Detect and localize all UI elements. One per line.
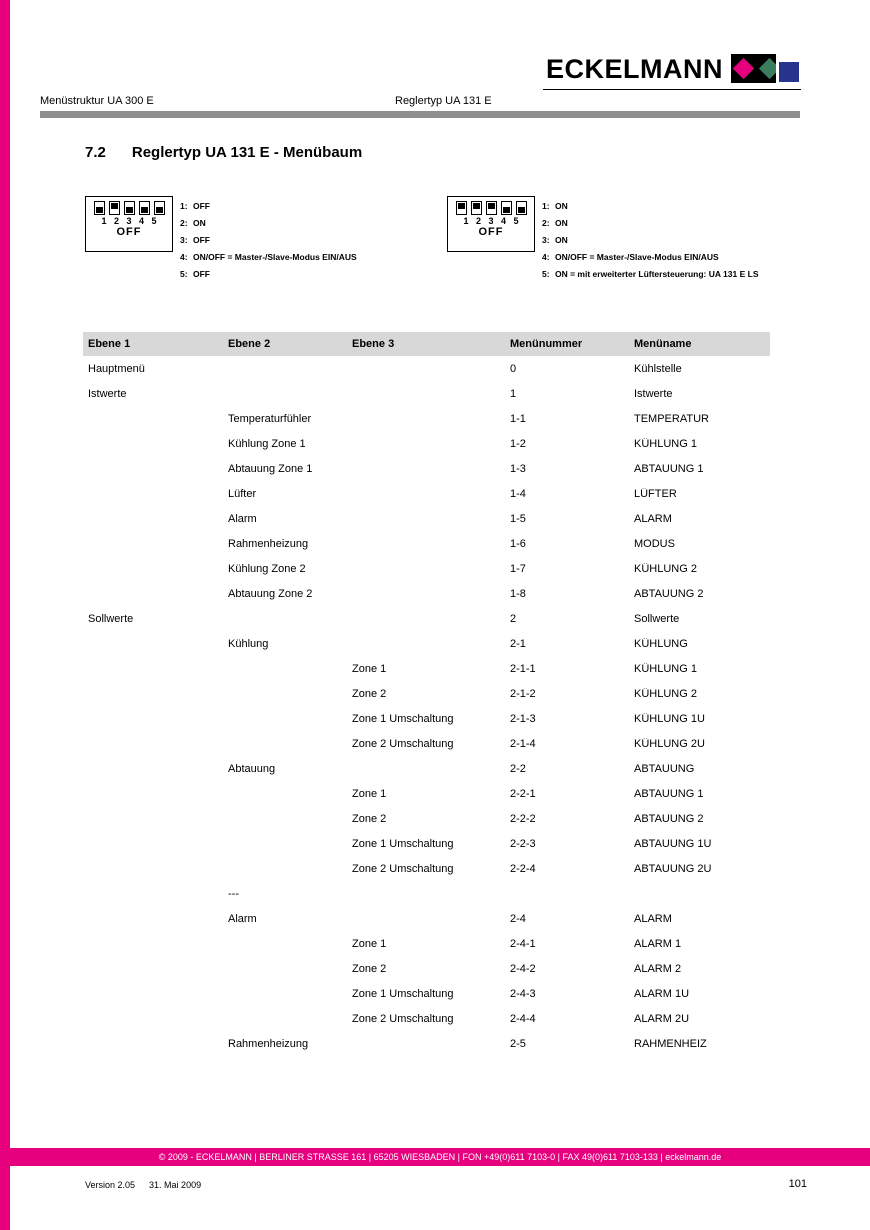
table-cell: 0 <box>510 362 517 375</box>
table-cell: Temperaturfühler <box>228 412 312 425</box>
dip-note: 2: ON <box>542 218 568 228</box>
dip-note: 1: OFF <box>180 201 210 211</box>
table-cell: KÜHLUNG <box>634 637 688 650</box>
table-cell: ABTAUUNG <box>634 762 695 775</box>
dip-notes-right <box>542 200 759 285</box>
table-row <box>83 906 770 931</box>
logo-text: ECKELMANN <box>546 53 723 84</box>
table-row <box>83 831 770 856</box>
table-cell: 2-5 <box>510 1037 526 1050</box>
section-title <box>85 144 362 161</box>
table-cell: 1-8 <box>510 587 526 600</box>
menu-table-body <box>83 356 770 1056</box>
table-cell: Zone 2 Umschaltung <box>352 737 454 750</box>
table-row <box>83 456 770 481</box>
table-cell: KÜHLUNG 2 <box>634 687 697 700</box>
dip-notes-left <box>180 200 357 285</box>
dip-switch <box>109 201 120 215</box>
header-rule <box>40 111 800 118</box>
table-cell: 2-4-1 <box>510 937 536 950</box>
dip-switch <box>486 201 497 215</box>
logo-black-box <box>731 54 776 83</box>
table-cell: ALARM <box>634 512 672 525</box>
table-row <box>83 1031 770 1056</box>
section-number: 7.2 <box>85 144 106 161</box>
dip-numbers: 1 2 3 4 5 <box>101 216 157 226</box>
table-cell: Abtauung Zone 1 <box>228 462 313 475</box>
table-row <box>83 681 770 706</box>
table-cell: ALARM 2 <box>634 962 682 975</box>
dip-switch-row <box>448 201 534 215</box>
dip-switch <box>124 201 135 215</box>
table-row <box>83 956 770 981</box>
table-cell: ALARM 2U <box>634 1012 690 1025</box>
table-cell: 2-2-2 <box>510 812 536 825</box>
column-header: Menüname <box>634 338 692 350</box>
dip-note: 4: ON/OFF = Master-/Slave-Modus EIN/AUS <box>542 252 719 262</box>
table-header-row <box>83 332 770 356</box>
dip-note: 3: ON <box>542 235 568 245</box>
magenta-diamond-icon <box>733 58 754 79</box>
table-cell: Zone 2 <box>352 962 387 975</box>
table-cell: Zone 1 Umschaltung <box>352 837 454 850</box>
table-row <box>83 781 770 806</box>
table-cell: 2-4 <box>510 912 526 925</box>
table-row <box>83 656 770 681</box>
dip-note: 4: ON/OFF = Master-/Slave-Modus EIN/AUS <box>180 252 357 262</box>
table-cell: Zone 1 Umschaltung <box>352 987 454 1000</box>
running-header <box>40 95 800 107</box>
dip-note: 1: ON <box>542 201 568 211</box>
table-cell: LÜFTER <box>634 487 677 500</box>
table-row <box>83 431 770 456</box>
table-cell: Zone 2 Umschaltung <box>352 862 454 875</box>
table-row <box>83 981 770 1006</box>
table-cell: 1-4 <box>510 487 526 500</box>
table-cell: Abtauung Zone 2 <box>228 587 313 600</box>
table-cell: 2-4-4 <box>510 1012 536 1025</box>
table-cell: ABTAUUNG 2U <box>634 862 712 875</box>
table-cell: 2-4-3 <box>510 987 536 1000</box>
column-header: Menünummer <box>510 338 583 350</box>
table-cell: 2-1-1 <box>510 662 536 675</box>
table-row <box>83 931 770 956</box>
table-cell: 1-5 <box>510 512 526 525</box>
table-cell: KÜHLUNG 2 <box>634 562 697 575</box>
table-cell: KÜHLUNG 1U <box>634 712 705 725</box>
blue-square-icon <box>779 62 799 82</box>
column-header: Ebene 1 <box>88 338 131 350</box>
dip-off-label: OFF <box>478 226 504 238</box>
table-cell: Zone 2 Umschaltung <box>352 1012 454 1025</box>
table-row <box>83 606 770 631</box>
table-cell: Hauptmenü <box>88 362 145 375</box>
dip-switch-box-right <box>447 196 535 252</box>
table-cell: ABTAUUNG 1U <box>634 837 712 850</box>
table-cell: ABTAUUNG 2 <box>634 587 704 600</box>
table-row <box>83 406 770 431</box>
table-cell: Zone 1 <box>352 787 387 800</box>
table-cell: ALARM 1 <box>634 937 682 950</box>
table-row <box>83 556 770 581</box>
column-header: Ebene 2 <box>228 338 271 350</box>
table-cell: Lüfter <box>228 487 257 500</box>
dip-switch <box>94 201 105 215</box>
column-header: Ebene 3 <box>352 338 395 350</box>
table-row <box>83 356 770 381</box>
page-number: 101 <box>788 1178 807 1190</box>
footer-text: © 2009 - ECKELMANN | BERLINER STRASSE 161 | 65205 WIESBADEN | FON +49(0)611 7103-0 | FAX 49(0)611 7103-133 | eckelmann.de <box>158 1152 722 1162</box>
table-cell: Zone 1 <box>352 662 387 675</box>
running-header-left: Menüstruktur UA 300 E <box>40 95 154 107</box>
table-row <box>83 1006 770 1031</box>
dip-numbers: 1 2 3 4 5 <box>463 216 519 226</box>
logo <box>543 52 801 90</box>
version-date: 31. Mai 2009 <box>149 1180 202 1190</box>
table-cell: Zone 2 <box>352 812 387 825</box>
table-cell: 2-2-1 <box>510 787 536 800</box>
table-cell: Zone 1 <box>352 937 387 950</box>
version-text <box>85 1180 201 1190</box>
table-cell: --- <box>228 887 239 900</box>
table-row <box>83 731 770 756</box>
dip-switch <box>139 201 150 215</box>
dip-switch <box>516 201 527 215</box>
table-row <box>83 856 770 881</box>
table-cell: Kühlung Zone 1 <box>228 437 306 450</box>
table-cell: 2-2 <box>510 762 526 775</box>
table-cell: Kühlstelle <box>634 362 682 375</box>
table-cell: ABTAUUNG 1 <box>634 787 704 800</box>
table-cell: 2-1 <box>510 637 526 650</box>
table-cell: Istwerte <box>634 387 673 400</box>
table-cell: 2-1-3 <box>510 712 536 725</box>
table-cell: TEMPERATUR <box>634 412 709 425</box>
table-cell: KÜHLUNG 1 <box>634 662 697 675</box>
table-row <box>83 481 770 506</box>
table-cell: Abtauung <box>228 762 276 775</box>
table-cell: 1-1 <box>510 412 526 425</box>
table-cell: ALARM <box>634 912 672 925</box>
table-cell: Kühlung Zone 2 <box>228 562 306 575</box>
table-cell: Alarm <box>228 512 257 525</box>
table-cell: KÜHLUNG 2U <box>634 737 705 750</box>
table-cell: Zone 2 <box>352 687 387 700</box>
table-cell: RAHMENHEIZ <box>634 1037 707 1050</box>
table-cell: 1-7 <box>510 562 526 575</box>
table-cell: 2-1-4 <box>510 737 536 750</box>
table-cell: ABTAUUNG 1 <box>634 462 704 475</box>
dip-note: 5: ON = mit erweiterter Lüftersteuerung: UA 131 E LS <box>542 269 759 279</box>
table-cell: KÜHLUNG 1 <box>634 437 697 450</box>
table-cell: Rahmenheizung <box>228 1037 309 1050</box>
table-cell: Sollwerte <box>88 612 134 625</box>
dip-switch-box-left <box>85 196 173 252</box>
dip-note: 3: OFF <box>180 235 210 245</box>
table-cell: 1 <box>510 387 517 400</box>
version-label: Version 2.05 <box>85 1180 136 1190</box>
table-row <box>83 506 770 531</box>
dip-note: 5: OFF <box>180 269 210 279</box>
table-cell: Istwerte <box>88 387 127 400</box>
table-row <box>83 881 770 906</box>
table-cell: 2-1-2 <box>510 687 536 700</box>
dip-switch <box>471 201 482 215</box>
table-cell: 2-2-3 <box>510 837 536 850</box>
footer-bar <box>10 1148 870 1166</box>
dip-switch <box>154 201 165 215</box>
dip-note: 2: ON <box>180 218 206 228</box>
dip-switch-row <box>86 201 172 215</box>
table-cell: 1-6 <box>510 537 526 550</box>
dip-switch <box>501 201 512 215</box>
table-cell: Kühlung <box>228 637 269 650</box>
left-accent-strip <box>0 0 10 1230</box>
table-cell: 2-2-4 <box>510 862 536 875</box>
table-cell: 2 <box>510 612 517 625</box>
table-row <box>83 531 770 556</box>
green-diamond-icon <box>759 58 776 79</box>
table-cell: Alarm <box>228 912 257 925</box>
dip-off-label: OFF <box>116 226 142 238</box>
running-header-right: Reglertyp UA 131 E <box>395 95 492 107</box>
table-cell: Rahmenheizung <box>228 537 309 550</box>
table-row <box>83 806 770 831</box>
table-cell: ABTAUUNG 2 <box>634 812 704 825</box>
table-cell: Zone 1 Umschaltung <box>352 712 454 725</box>
dip-switch <box>456 201 467 215</box>
table-row <box>83 381 770 406</box>
table-cell: ALARM 1U <box>634 987 690 1000</box>
table-cell: 1-2 <box>510 437 526 450</box>
table-row <box>83 706 770 731</box>
table-row <box>83 581 770 606</box>
table-cell: MODUS <box>634 537 675 550</box>
table-row <box>83 756 770 781</box>
logo-mark-icon <box>731 54 801 84</box>
menu-table <box>83 332 770 1056</box>
table-row <box>83 631 770 656</box>
section-title-text: Reglertyp UA 131 E - Menübaum <box>131 144 363 161</box>
table-cell: 2-4-2 <box>510 962 536 975</box>
table-cell: Sollwerte <box>634 612 680 625</box>
table-cell: 1-3 <box>510 462 526 475</box>
